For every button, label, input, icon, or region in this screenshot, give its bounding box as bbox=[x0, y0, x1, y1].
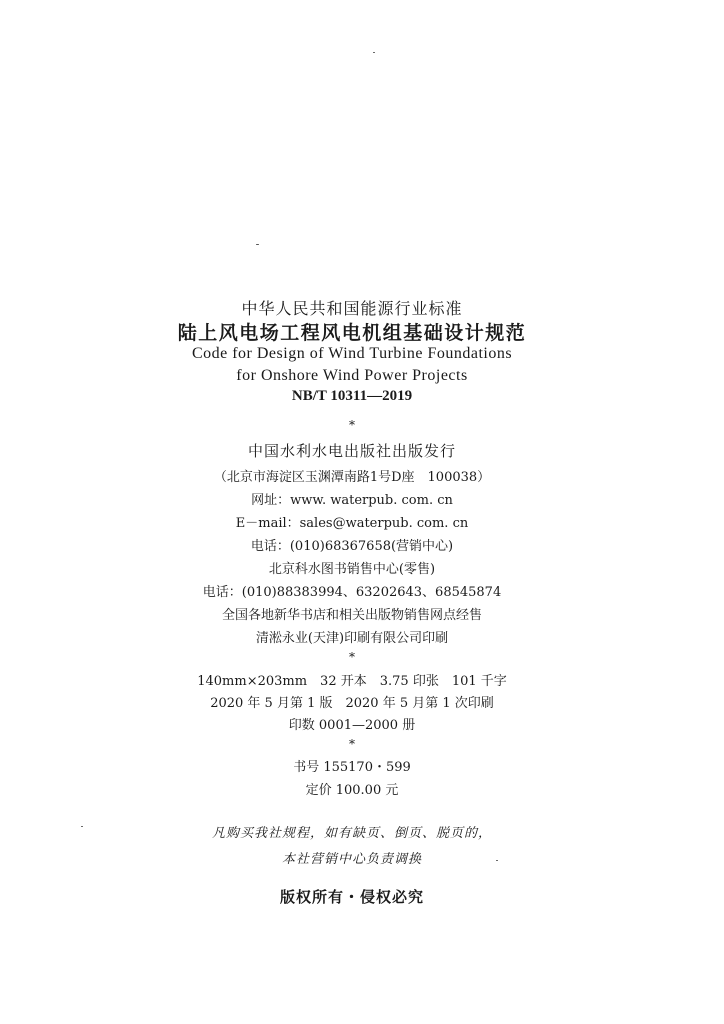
title-english-line-1: Code for Design of Wind Turbine Foundations bbox=[191, 345, 513, 362]
separator-asterisk: * bbox=[349, 737, 355, 751]
copyright-notice: 版权所有・侵权必究 bbox=[279, 888, 424, 906]
scan-speck bbox=[256, 244, 259, 245]
publisher: 中国水利水电出版社出版发行 bbox=[247, 442, 456, 460]
publisher-address: （北京市海淀区玉渊潭南路1号D座 100038） bbox=[213, 470, 491, 485]
standard-number: NB/T 10311—2019 bbox=[291, 388, 413, 404]
printer: 清淞永业(天津)印刷有限公司印刷 bbox=[255, 631, 449, 646]
edition-info: 2020 年 5 月第 1 版 2020 年 5 月第 1 次印刷 bbox=[210, 696, 494, 711]
sales-phone: 电话：(010)68367658(营销中心) bbox=[250, 539, 454, 554]
sellers: 全国各地新华书店和相关出版物销售网点经售 bbox=[221, 608, 482, 623]
print-run: 印数 0001—2000 册 bbox=[288, 718, 416, 733]
title-english-line-2: for Onshore Wind Power Projects bbox=[236, 367, 468, 384]
distributor: 北京科水图书销售中心(零售) bbox=[268, 562, 436, 577]
standard-category: 中华人民共和国能源行业标准 bbox=[241, 299, 463, 318]
publisher-website: 网址：www. waterpub. com. cn bbox=[251, 493, 453, 508]
distributor-phone: 电话：(010)88383994、63202643、68545874 bbox=[202, 585, 502, 600]
scan-speck bbox=[373, 52, 375, 53]
book-number: 书号 155170・599 bbox=[293, 760, 411, 775]
return-notice-line-1: 凡购买我社规程，如有缺页、倒页、脱页的， bbox=[211, 826, 492, 841]
separator-asterisk: * bbox=[349, 650, 355, 664]
title-chinese: 陆上风电场工程风电机组基础设计规范 bbox=[177, 322, 527, 344]
separator-asterisk: * bbox=[349, 418, 355, 432]
publisher-email: E－mail：sales@waterpub. com. cn bbox=[235, 516, 469, 531]
price: 定价 100.00 元 bbox=[305, 783, 399, 798]
book-spec: 140mm×203mm 32 开本 3.75 印张 101 千字 bbox=[197, 674, 507, 689]
return-notice-line-2: 本社营销中心负责调换 bbox=[281, 852, 422, 867]
